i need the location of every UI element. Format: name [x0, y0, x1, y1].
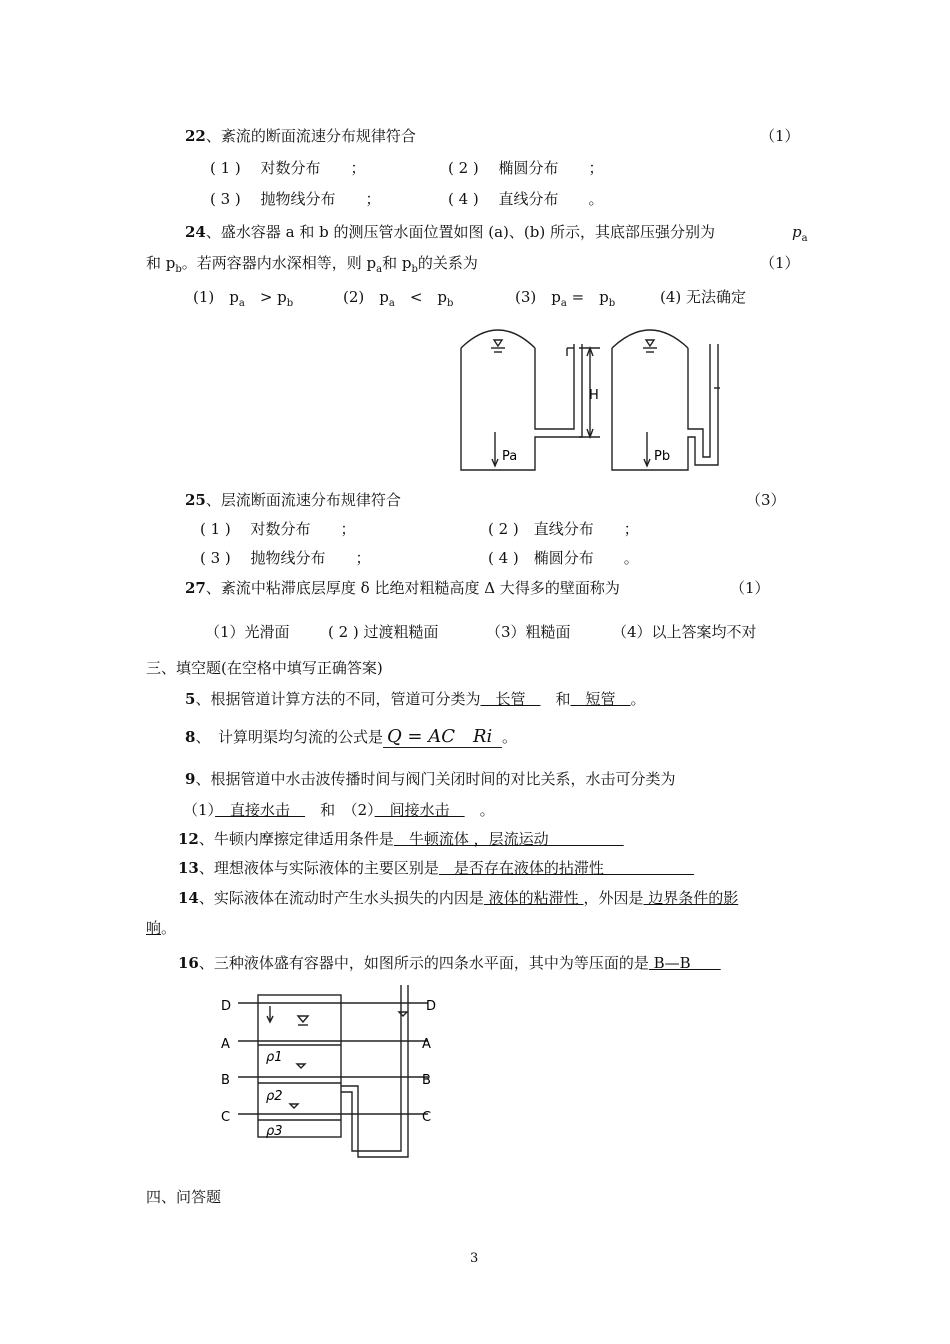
q27-option-1: （1）光滑面 — [205, 623, 290, 641]
q27-answer: （1） — [730, 579, 770, 597]
q13-answer: 是否存在液体的拈滞性 — [438, 859, 694, 877]
q24-option-2 — [343, 288, 453, 310]
container-b-tube — [688, 344, 710, 457]
q22-option-2: ( 2 ) 椭圆分布 ； — [448, 159, 604, 177]
q24-pa-symbol — [792, 223, 808, 245]
q24-o1-a: (1) p — [193, 288, 239, 306]
q24-o3-d: b — [608, 298, 616, 309]
q24-l2-a: 和 p — [146, 254, 176, 272]
q14-number: 14 — [178, 889, 199, 907]
q5-mid: 和 — [555, 690, 571, 708]
c-left-label: C — [221, 1110, 231, 1125]
q27-number: 27 — [185, 579, 206, 597]
q24-option-3 — [515, 288, 615, 310]
q16-number: 16 — [178, 954, 199, 972]
q12-answer: 牛顿流体 ，层流运动 — [393, 830, 624, 848]
q22-option-4: ( 4 ) 直线分布 。 — [448, 190, 604, 208]
fig16-level-2-icon — [290, 1104, 298, 1108]
c-right-label: C — [422, 1110, 432, 1125]
q24-stem-line2 — [146, 254, 478, 276]
q5-text: 、根据管道计算方法的不同，管道可分类为 — [195, 690, 481, 708]
q9-text: 、根据管道中水击波传播时间与阀门关闭时间的对比关系，水击可分类为 — [195, 770, 676, 788]
q24-answer: （1） — [760, 254, 800, 272]
q14-mid: ，外因是 — [583, 889, 644, 907]
section-3-title: 三、填空题(在空格中填写正确答案) — [146, 659, 383, 677]
q24-pa-letter: p — [792, 223, 802, 241]
h-label: H — [589, 388, 599, 403]
q27-option-4: （4）以上答案均不对 — [612, 623, 757, 641]
rho2-label: ρ2 — [266, 1089, 283, 1104]
q16-figure — [218, 980, 450, 1165]
fig16-level-1-icon — [297, 1064, 305, 1068]
q24-option-1 — [193, 288, 293, 310]
b-left-label: B — [221, 1073, 230, 1088]
q24-o1-b: a — [238, 298, 245, 309]
q24-o2-c: < p — [394, 288, 447, 306]
a-right-label: A — [422, 1037, 431, 1052]
q12-line — [178, 830, 624, 848]
pb-label: Pb — [654, 449, 671, 464]
container-a-tube — [535, 344, 574, 429]
q25-option-3: ( 3 ) 抛物线分布 ； — [200, 549, 371, 567]
fig16-tube-inner — [341, 985, 401, 1151]
fig16-tube-level-icon — [399, 1012, 407, 1016]
q27-stem — [185, 579, 620, 597]
page-number: 3 — [470, 1251, 479, 1266]
q24-o2-a: (2) p — [343, 288, 389, 306]
q24-l2-sub: b — [175, 264, 182, 275]
q24-figure — [455, 312, 745, 474]
q25-option-4: ( 4 ) 椭圆分布 。 — [488, 549, 639, 567]
q13-number: 13 — [178, 859, 199, 877]
q8-line — [185, 726, 517, 748]
q24-o2-d: b — [447, 298, 454, 309]
q12-text: 、牛顿内摩擦定律适用条件是 — [198, 830, 394, 848]
q24-o3-b: a — [560, 298, 567, 309]
q14-answer-3: 响 — [146, 919, 162, 937]
q22-answer: （1） — [760, 127, 800, 145]
q25-answer: （3） — [746, 491, 786, 509]
q25-text: 、层流断面流速分布规律符合 — [205, 491, 401, 509]
q5-answer-1: 长管 — [480, 690, 541, 708]
q16-text: 、三种液体盛有容器中，如图所示的四条水平面，其中为等压面的是 — [198, 954, 649, 972]
q25-number: 25 — [185, 491, 206, 509]
q9-answers — [183, 801, 495, 819]
q24-text: 、盛水容器 a 和 b 的测压管水面位置如图 (a)、(b) 所示，其底部压强分别为 — [205, 223, 715, 241]
q14-answer-1: 液体的粘滞性 — [483, 889, 584, 907]
q27-option-3: （3）粗糙面 — [486, 623, 571, 641]
q9-l2a: （1） — [183, 801, 216, 819]
water-symbol-a-icon — [494, 340, 502, 346]
q5-line — [185, 690, 646, 708]
q24-l2-sub-b: b — [411, 264, 418, 275]
q14-line — [178, 889, 738, 907]
q22-option-1: ( 1 ) 对数分布 ； — [210, 159, 366, 177]
q24-pa-sub: a — [801, 233, 808, 244]
q27-option-2: ( 2 ) 过渡粗糙面 — [328, 623, 439, 641]
q9-stem — [185, 770, 675, 788]
rho1-label: ρ1 — [266, 1050, 283, 1065]
q27-text: 、紊流中粘滞底层厚度 δ 比绝对粗糙高度 Δ 大得多的壁面称为 — [205, 579, 620, 597]
container-a-outline — [461, 344, 582, 470]
q9-l2b: 和 （2） — [320, 801, 375, 819]
q5-number: 5 — [185, 690, 196, 708]
section-4-title: 四、问答题 — [146, 1188, 222, 1206]
q14-line2 — [146, 919, 176, 937]
water-symbol-b-icon — [646, 340, 654, 346]
q22-text: 、紊流的断面流速分布规律符合 — [205, 127, 416, 145]
pa-label: Pa — [502, 449, 518, 464]
q12-number: 12 — [178, 830, 199, 848]
q24-l2-b: 。若两容器内水深相等，则 p — [181, 254, 377, 272]
rho3-label: ρ3 — [266, 1124, 283, 1139]
q24-number: 24 — [185, 223, 206, 241]
q22-option-3: ( 3 ) 抛物线分布 ； — [210, 190, 381, 208]
q24-option-4: (4) 无法确定 — [660, 288, 747, 306]
q22-stem — [185, 127, 416, 145]
q24-l2-d: 的关系为 — [417, 254, 478, 272]
q8-text: 、 计算明渠均匀流的公式是 — [195, 728, 383, 746]
d-left-label: D — [221, 999, 232, 1014]
q5-answer-2: 短管 — [570, 690, 631, 708]
q24-l2-c: 和 p — [382, 254, 412, 272]
q24-stem — [185, 223, 715, 241]
a-left-label: A — [221, 1037, 230, 1052]
q13-line — [178, 859, 694, 877]
q8-end: 。 — [502, 728, 518, 746]
q25-option-1: ( 1 ) 对数分布 ； — [200, 520, 356, 538]
q24-o1-c: > p — [244, 288, 287, 306]
q9-answer-1: 直接水击 — [215, 801, 306, 819]
q25-option-2: ( 2 ) 直线分布 ； — [488, 520, 639, 538]
q25-stem — [185, 491, 401, 509]
q16-line — [178, 954, 721, 972]
q9-answer-2: 间接水击 — [374, 801, 465, 819]
d-right-label: D — [426, 999, 437, 1014]
q24-o3-c: = p — [566, 288, 609, 306]
q14-end: 。 — [161, 919, 177, 937]
q8-formula: Q = AC Ri — [383, 726, 502, 748]
b-right-label: B — [422, 1073, 431, 1088]
q14-answer-2: 边界条件的影 — [643, 889, 739, 907]
fig16-water-symbol-icon — [298, 1016, 308, 1022]
q24-l2-sub-a: a — [376, 264, 383, 275]
q16-answer: B—B — [648, 954, 721, 972]
q8-number: 8 — [185, 728, 196, 746]
q5-end: 。 — [630, 690, 646, 708]
q22-number: 22 — [185, 127, 206, 145]
q13-text: 、理想液体与实际液体的主要区别是 — [198, 859, 439, 877]
q9-number: 9 — [185, 770, 196, 788]
q9-end: 。 — [479, 801, 495, 819]
fig16-tube-outer — [341, 985, 408, 1157]
q14-text: 、实际液体在流动时产生水头损失的内因是 — [198, 889, 484, 907]
q24-o1-d: b — [286, 298, 294, 309]
q24-o3-a: (3) p — [515, 288, 561, 306]
q24-o2-b: a — [388, 298, 395, 309]
